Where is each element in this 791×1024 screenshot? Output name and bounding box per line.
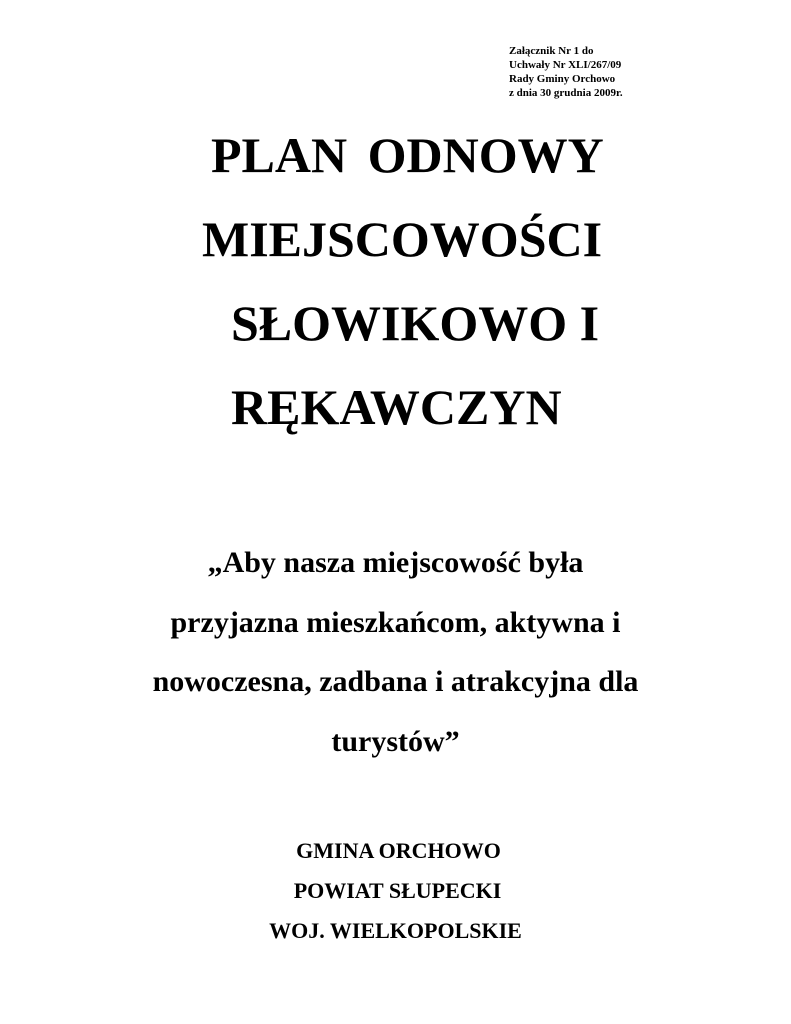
motto-line: przyjazna mieszkańcom, aktywna i xyxy=(170,606,621,639)
municipality-name: GMINA ORCHOWO xyxy=(296,838,501,863)
title-line: PLAN ODNOWY xyxy=(211,127,604,183)
voivodeship-name: WOJ. WIELKOPOLSKIE xyxy=(269,918,522,943)
annotation-line: z dnia 30 grudnia 2009r. xyxy=(509,87,623,99)
motto-line: nowoczesna, zadbana i atrakcyjna dla xyxy=(152,665,639,698)
motto-line: turystów” xyxy=(331,725,460,758)
annotation-line: Uchwały Nr XLI/267/09 xyxy=(509,59,622,71)
motto-line: „Aby nasza miejscowość była xyxy=(207,546,584,579)
resolution-annotation xyxy=(509,44,623,100)
annotation-line: Rady Gminy Orchowo xyxy=(509,73,616,85)
title-line: SŁOWIKOWO I xyxy=(231,295,600,351)
title-line: RĘKAWCZYN xyxy=(231,379,562,435)
county-name: POWIAT SŁUPECKI xyxy=(293,878,502,903)
title-line: MIEJSCOWOŚCI xyxy=(202,211,603,267)
annotation-line: Załącznik Nr 1 do xyxy=(509,45,594,57)
